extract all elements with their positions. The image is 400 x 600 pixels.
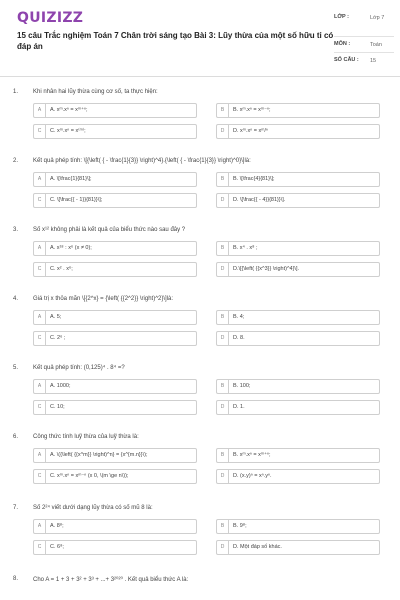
meta-divider [334,36,394,37]
option-a[interactable] [33,241,197,256]
option-text: B. x⁴ . x⁸ ; [233,245,258,251]
option-d[interactable] [216,540,380,555]
option-letter: D [217,470,229,483]
option-text: C. x² . x⁶; [50,266,73,272]
option-letter: C [34,332,46,345]
option-c[interactable] [33,400,197,415]
question-number: 7. [13,505,19,511]
option-b[interactable] [216,103,380,118]
option-c[interactable] [33,124,197,139]
meta-subject-value: Toán [370,42,382,48]
question-text: Khi nhân hai lũy thừa cùng cơ số, ta thực hiện: [33,89,158,95]
option-text: C. xᵐ.xⁿ = x⁽ᵐ⁾; [50,128,86,134]
option-letter: C [34,541,46,554]
question-number: 3. [13,227,19,233]
quizizz-logo: QUIZIZZ [17,10,84,26]
option-letter: B [217,104,229,117]
option-text: B. 4; [233,314,245,320]
option-letter: A [34,242,46,255]
option-letter: B [217,242,229,255]
option-letter: D [217,194,229,207]
option-d[interactable] [216,400,380,415]
option-d[interactable] [216,469,380,484]
option-a[interactable] [33,310,197,325]
meta-class-label: LỚP : [334,14,349,20]
option-letter: D [217,263,229,276]
option-text: D. (x.y)ⁿ = xⁿ.yⁿ. [233,473,272,479]
option-d[interactable] [216,262,380,277]
option-text: C. \[\frac{{ - 1}}{81}}\]; [50,197,103,203]
question-text: Công thức tính luỹ thừa của luỹ thừa là: [33,434,139,440]
meta-divider [334,52,394,53]
question-number: 4. [13,296,19,302]
meta-count-value: 15 [370,58,377,64]
option-text: D. \[\frac{{ - 4}}{81}}\]. [233,197,286,203]
option-letter: A [34,311,46,324]
option-c[interactable] [33,193,197,208]
option-letter: D [217,332,229,345]
option-b[interactable] [216,172,380,187]
option-b[interactable] [216,519,380,534]
option-b[interactable] [216,379,380,394]
option-letter: A [34,173,46,186]
option-text: D. xᵐ.xⁿ = xᵐ/ⁿ [233,128,268,134]
option-c[interactable] [33,540,197,555]
option-text: A. 1000; [50,383,71,389]
question-text: Kết quả phép tính: (0,125)⁴ . 8⁴ =? [33,365,125,371]
question-text: Cho A = 1 + 3 + 3² + 3³ + ...+ 3²⁰²⁰ . Kết quả biểu thức A là: [33,577,189,583]
option-a[interactable] [33,519,197,534]
option-text: D. 1. [233,404,245,410]
option-letter: C [34,470,46,483]
question-number: 5. [13,365,19,371]
option-text: C. 2⁶ ; [50,335,66,341]
option-text: A. \({\left( {{x^m}} \right)^n} = {x^{m.n}}\); [50,452,148,458]
option-letter: A [34,449,46,462]
option-a[interactable] [33,172,197,187]
option-a[interactable] [33,103,197,118]
option-letter: C [34,401,46,414]
option-text: A. 5; [50,314,62,320]
option-text: A. xᵐ.xⁿ = xᵐ⁺ⁿ; [50,107,88,113]
question-text: Số 2²⁴ viết dưới dạng lũy thừa có số mũ 8 là: [33,505,153,511]
option-c[interactable] [33,262,197,277]
option-text: D. Một đáp số khác. [233,544,282,550]
option-text: C. xᵐ.xⁿ = xᵐ⁻ⁿ (x 0, \(m \ge n\)); [50,473,129,479]
option-text: D. 8. [233,335,245,341]
worksheet-title: 15 câu Trắc nghiệm Toán 7 Chân trời sáng tạo Bài 3: Lũy thừa của một số hữu tỉ có đáp án [17,31,334,51]
option-c[interactable] [33,331,197,346]
option-text: D.\[{\left( {{x^3}} \right)^4}\]. [233,266,300,272]
option-c[interactable] [33,469,197,484]
option-letter: D [217,541,229,554]
option-text: B. 100; [233,383,251,389]
option-b[interactable] [216,241,380,256]
option-letter: B [217,449,229,462]
option-letter: D [217,125,229,138]
option-text: C. 6⁸; [50,544,64,550]
question-number: 1. [13,89,19,95]
option-letter: A [34,104,46,117]
option-letter: C [34,125,46,138]
option-letter: C [34,194,46,207]
option-letter: B [217,173,229,186]
question-number: 2. [13,158,19,164]
option-text: B. xᵐ.xⁿ = xᵐ⁻ⁿ; [233,107,271,113]
option-text: C. 10; [50,404,65,410]
option-text: B. \[\frac{4}{81}\]; [233,176,275,182]
option-a[interactable] [33,379,197,394]
option-d[interactable] [216,124,380,139]
question-text: Kết quả phép tính: \[{\left( { - \frac{1}{3}} \right)^4}.{\left( { - \frac{1}{3}} \right)^0}\]là: [33,158,251,164]
option-letter: B [217,380,229,393]
option-letter: C [34,263,46,276]
meta-class-value: Lớp 7 [370,15,385,21]
option-letter: D [217,401,229,414]
option-text: A. \[\frac{1}{81}\]; [50,176,92,182]
option-b[interactable] [216,448,380,463]
option-a[interactable] [33,448,197,463]
option-letter: A [34,520,46,533]
question-number: 6. [13,434,19,440]
option-text: B. 9⁸; [233,523,247,529]
option-text: B. xᵐ.xⁿ = xᵐ⁺ⁿ; [233,452,271,458]
meta-count-label: SỐ CÂU : [334,57,359,63]
option-b[interactable] [216,310,380,325]
worksheet-header [0,0,400,77]
option-d[interactable] [216,331,380,346]
option-letter: B [217,311,229,324]
option-d[interactable] [216,193,380,208]
question-text: Số x¹² không phải là kết quả của biểu thức nào sau đây ? [33,227,186,233]
option-text: A. 8⁸; [50,523,64,529]
question-text: Giá trị x thỏa mãn \[{2^x} = {\left( {{2^2}} \right)^2}\]là: [33,296,174,302]
meta-subject-label: MÔN : [334,41,351,47]
option-letter: A [34,380,46,393]
question-number: 8. [13,576,19,582]
option-letter: B [217,520,229,533]
option-text: A. x¹⁸ : x⁶ (x ≠ 0); [50,245,92,251]
